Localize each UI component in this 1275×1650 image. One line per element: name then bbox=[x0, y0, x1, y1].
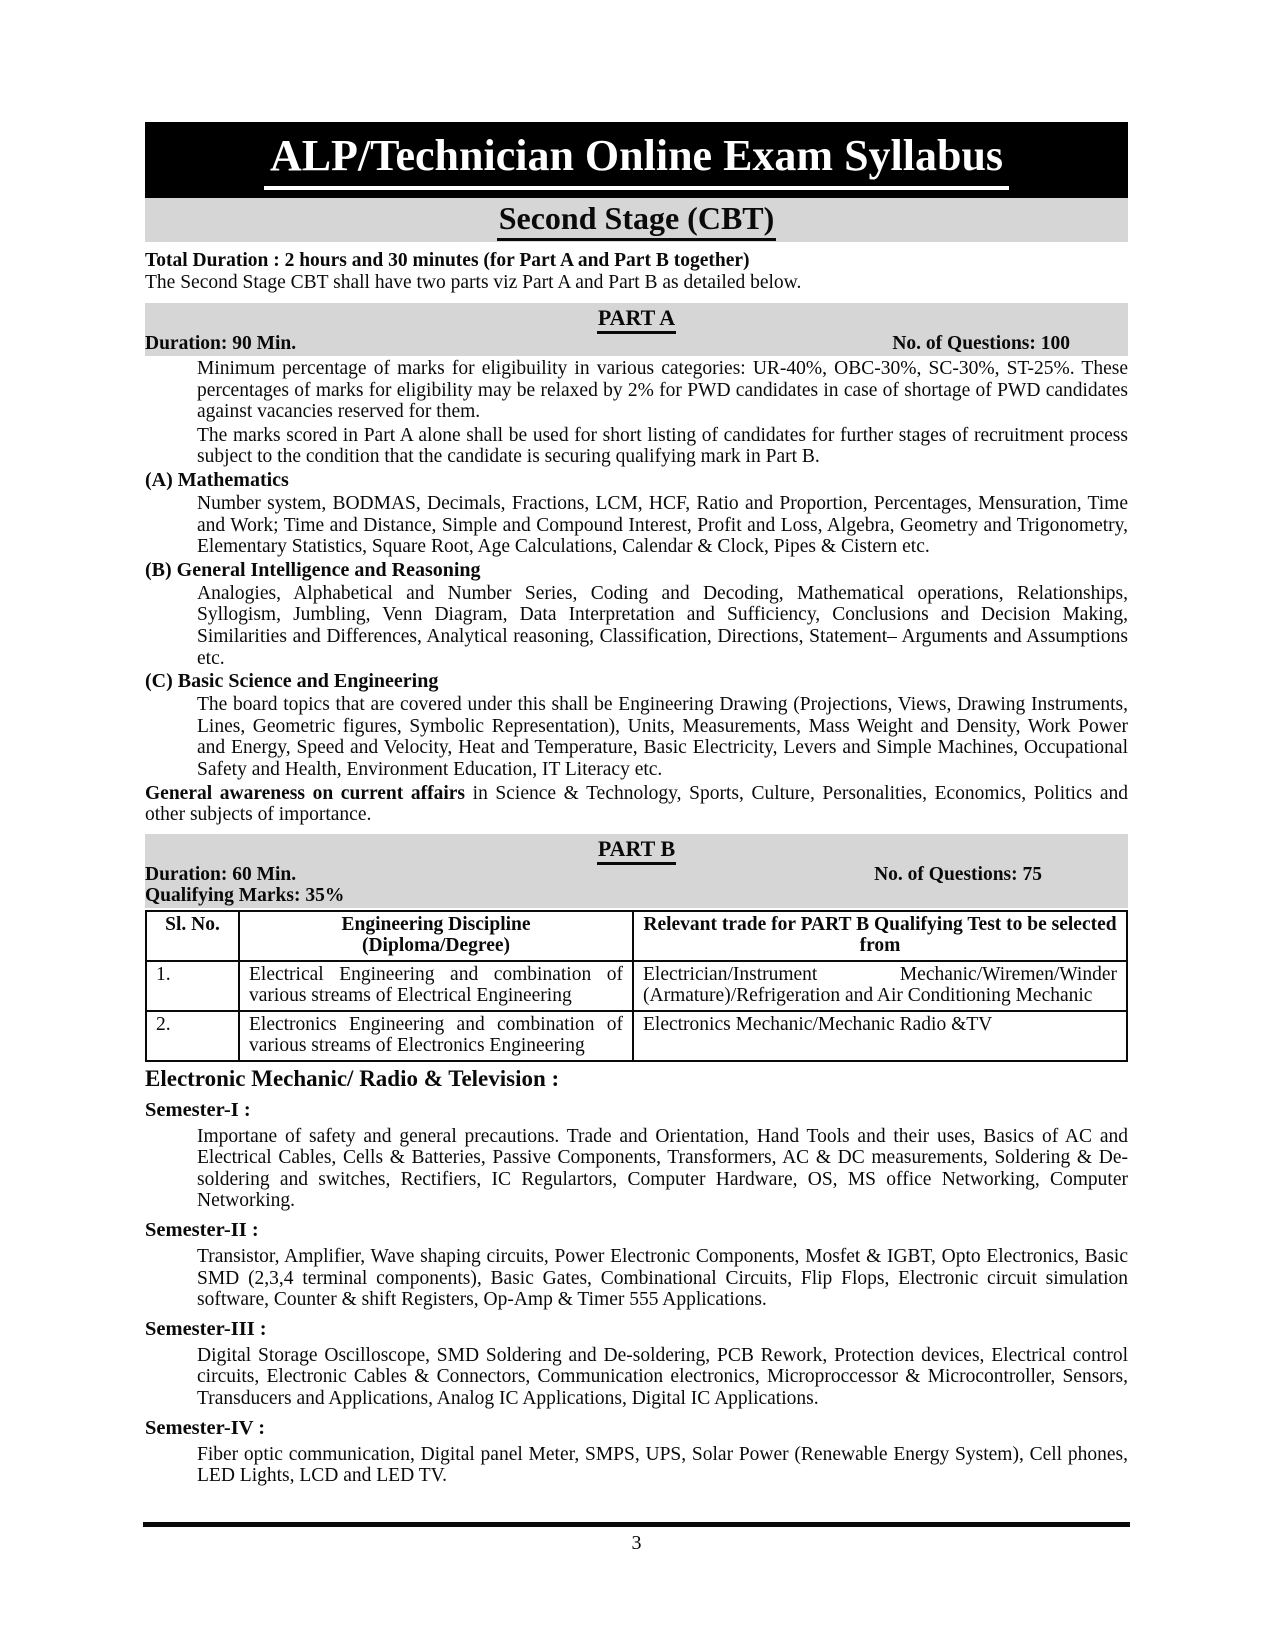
total-duration-text: Total Duration : 2 hours and 30 minutes (for Part A and Part B together) bbox=[145, 250, 750, 271]
section-mathematics-heading: (A) Mathematics bbox=[145, 468, 289, 491]
part-a-title-row bbox=[145, 305, 1128, 333]
stage-title: Second Stage (CBT) bbox=[497, 200, 777, 241]
part-a-paragraph-shortlisting: The marks scored in Part A alone shall be used for short listing of candidates for further stages of recruitment process subject to the condition that the candidate is securing qualifying mark in Part B. bbox=[197, 424, 1128, 468]
general-awareness-lead: General awareness on current affairs bbox=[145, 782, 466, 804]
title-banner bbox=[145, 122, 1128, 198]
general-awareness-rest: in Science & Technology, Sports, Culture, Personalities, Economics, Politics and other subjects of importance. bbox=[145, 782, 1128, 826]
intro-text: The Second Stage CBT shall have two parts viz Part A and Part B as detailed below. bbox=[145, 272, 802, 293]
section-reasoning-heading: (B) General Intelligence and Reasoning bbox=[145, 558, 481, 581]
section-reasoning-body: Analogies, Alphabetical and Number Series, Coding and Decoding, Mathematical operations, Relationships, Syllogism, Jumbling, Venn Diagram, Data Interpretation and Sufficiency, Conclusions and Decision Making, Similarities and Differences, Analytical reasoning, Classification, Directions, Statement– Arguments and Assumptions etc. bbox=[197, 582, 1128, 669]
section-basic-science-heading: (C) Basic Science and Engineering bbox=[145, 670, 439, 693]
row1-sl-no: 1. bbox=[146, 961, 239, 1011]
part-a-meta-row bbox=[145, 333, 1128, 354]
semester-3-heading: Semester-III : bbox=[145, 1317, 267, 1340]
semester-1-heading: Semester-I : bbox=[145, 1098, 251, 1121]
document-title: ALP/Technician Online Exam Syllabus bbox=[264, 130, 1009, 190]
part-b-title-row bbox=[145, 836, 1128, 864]
table-row bbox=[146, 1011, 1127, 1061]
row1-discipline: Electrical Engineering and combination of various streams of Electrical Engineering bbox=[239, 961, 633, 1011]
column-header-discipline bbox=[239, 911, 633, 961]
page-content bbox=[145, 122, 1128, 1487]
footer-rule bbox=[143, 1522, 1130, 1527]
column-header-trade: Relevant trade for PART B Qualifying Test to be selected from bbox=[633, 911, 1127, 961]
part-a-duration: Duration: 90 Min. bbox=[145, 333, 297, 354]
semester-2-heading: Semester-II : bbox=[145, 1219, 259, 1242]
column-header-discipline-line2: (Diploma/Degree) bbox=[361, 935, 510, 957]
part-a-question-count: No. of Questions: 100 bbox=[892, 333, 1070, 354]
column-header-discipline-line1: Engineering Discipline bbox=[341, 913, 531, 935]
part-b-duration: Duration: 60 Min. bbox=[145, 863, 297, 885]
row1-trade-line2: (Armature)/Refrigeration and Air Conditioning Mechanic bbox=[643, 985, 1093, 1007]
part-b-qualifying-row bbox=[145, 885, 1128, 906]
section-mathematics-body: Number system, BODMAS, Decimals, Fractions, LCM, HCF, Ratio and Proportion, Percentages, Mensuration, Time and Work; Time and Distance, Simple and Compound Interest, Profit and Loss, Algebra, Geometry and Trigonometry, Elementary Statistics, Square Root, Age Calculations, Calendar & Clock, Pipes & Cistern etc. bbox=[197, 492, 1128, 558]
part-b-qualifying-marks: Qualifying Marks: 35% bbox=[145, 884, 345, 906]
semester-4-heading: Semester-IV : bbox=[145, 1416, 266, 1439]
electronic-mechanic-heading: Electronic Mechanic/ Radio & Television : bbox=[145, 1065, 560, 1091]
part-b-question-count: No. of Questions: 75 bbox=[874, 863, 1042, 885]
part-b-banner bbox=[145, 834, 1128, 908]
semester-2-body: Transistor, Amplifier, Wave shaping circuits, Power Electronic Components, Mosfet & IGBT, Opto Electronics, Basic SMD (2,3,4 terminal components), Basic Gates, Combinational Circuits, Flip Flops, Electronic circuit simulation software, Counter & shift Registers, Op-Amp & Timer 555 Applications. bbox=[197, 1246, 1128, 1311]
row1-trade bbox=[633, 961, 1127, 1011]
part-a-title: PART A bbox=[597, 305, 676, 334]
page-number: 3 bbox=[631, 1532, 642, 1554]
row2-sl-no: 2. bbox=[146, 1011, 239, 1061]
semester-1-body: Importane of safety and general precautions. Trade and Orientation, Hand Tools and their uses, Basics of AC and Electrical Cables, Cells & Batteries, Passive Components, Transformers, AC & DC measurements, Soldering & De-soldering and switches, Rectifiers, IC Regulartors, Computer Hardware, OS, MS office Networking, Computer Networking. bbox=[197, 1125, 1128, 1212]
semester-4-body: Fiber optic communication, Digital panel Meter, SMPS, UPS, Solar Power (Renewable Energy System), Cell phones, LED Lights, LCD and LED TV. bbox=[197, 1443, 1128, 1487]
row1-trade-line1-left: Electrician/Instrument bbox=[643, 963, 818, 985]
table-row bbox=[146, 961, 1127, 1011]
general-awareness-paragraph bbox=[145, 783, 1128, 826]
row1-trade-line1 bbox=[643, 964, 1117, 986]
row1-trade-line1-right: Mechanic/Wiremen/Winder bbox=[899, 963, 1117, 985]
trades-table bbox=[145, 910, 1128, 1062]
part-b-meta-row bbox=[145, 864, 1128, 885]
row2-discipline: Electronics Engineering and combination of various streams of Electronics Engineering bbox=[239, 1011, 633, 1061]
part-a-banner bbox=[145, 303, 1128, 356]
semester-3-body: Digital Storage Oscilloscope, SMD Soldering and De-soldering, PCB Rework, Protection devices, Electrical control circuits, Electronic Cables & Connectors, Communication electronics, Microproccessor & Microcontroller, Sensors, Transducers and Applications, Analog IC Applications, Digital IC Applications. bbox=[197, 1344, 1128, 1410]
column-header-sl-no: Sl. No. bbox=[146, 911, 239, 961]
trades-table-header-row bbox=[146, 911, 1127, 961]
part-a-paragraph-eligibility: Minimum percentage of marks for eligibuility in various categories: UR-40%, OBC-30%, SC-30%, ST-25%. These percentages of marks for eligibility may be relaxed by 2% for PWD candidates in case of shortage of PWD candidates against vacancies reserved for them. bbox=[197, 358, 1128, 423]
section-basic-science-body: The board topics that are covered under this shall be Engineering Drawing (Projections, Views, Drawing Instruments, Lines, Geometric figures, Symbolic Representation), Units, Measurements, Mass Weight and Density, Work Power and Energy, Speed and Velocity, Heat and Temperature, Basic Electricity, Levers and Simple Machines, Occupational Safety and Health, Environment Education, IT Literacy etc. bbox=[197, 694, 1128, 780]
part-b-title: PART B bbox=[597, 836, 676, 865]
row2-trade: Electronics Mechanic/Mechanic Radio &TV bbox=[633, 1011, 1127, 1061]
stage-banner bbox=[145, 198, 1128, 242]
